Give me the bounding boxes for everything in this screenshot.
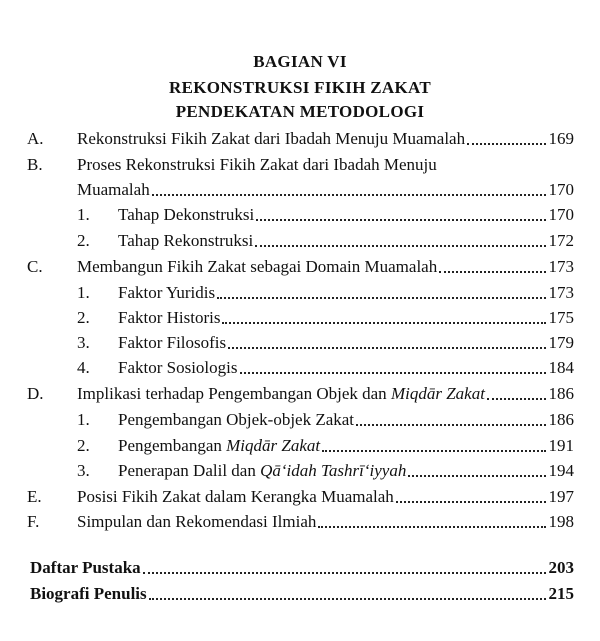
toc-entry-title: Biografi Penulis bbox=[30, 584, 147, 603]
toc-entry-title: Faktor Yuridis bbox=[118, 283, 216, 302]
toc-page-number: 170 bbox=[548, 205, 574, 224]
toc-page-number: 194 bbox=[548, 461, 574, 480]
item-number: 2. bbox=[77, 308, 90, 327]
toc-page-number: 203 bbox=[548, 558, 574, 577]
toc-entry-title: Simpulan dan Rekomendasi Ilmiah bbox=[77, 512, 317, 531]
leader-dots bbox=[439, 267, 545, 273]
toc-page-number: 197 bbox=[548, 487, 574, 506]
toc-entry-d[interactable] bbox=[77, 384, 574, 404]
toc-page-number: 198 bbox=[548, 512, 574, 531]
toc-entry-e[interactable] bbox=[77, 487, 574, 507]
title-plain: Implikasi terhadap Pengembangan Objek dan bbox=[77, 384, 391, 403]
toc-entry-daftar-pustaka[interactable] bbox=[30, 558, 574, 578]
item-number: 1. bbox=[77, 205, 90, 224]
toc-page-number: 173 bbox=[548, 257, 574, 276]
item-number: 2. bbox=[77, 436, 90, 455]
item-number: 1. bbox=[77, 283, 90, 302]
item-number: 1. bbox=[77, 410, 90, 429]
toc-subentry-c3[interactable] bbox=[118, 333, 574, 353]
leader-dots bbox=[143, 568, 546, 574]
toc-subentry-b2[interactable] bbox=[118, 231, 574, 251]
leader-dots bbox=[356, 420, 545, 426]
leader-dots bbox=[318, 522, 545, 528]
toc-entry-title: Proses Rekonstruksi Fikih Zakat dari Ibadah Menuju bbox=[77, 155, 437, 174]
item-number: 4. bbox=[77, 358, 90, 377]
section-letter-b: B. bbox=[27, 155, 43, 174]
title-italic: Miqdār Zakat bbox=[226, 436, 321, 455]
toc-subentry-c2[interactable] bbox=[118, 308, 574, 328]
part-label: BAGIAN VI bbox=[253, 52, 347, 71]
leader-dots bbox=[322, 446, 545, 452]
title-italic: Qā‘idah Tashrī‘iyyah bbox=[260, 461, 407, 480]
leader-dots bbox=[396, 497, 546, 503]
leader-dots bbox=[408, 471, 545, 477]
toc-entry-title: Rekonstruksi Fikih Zakat dari Ibadah Menuju Muamalah bbox=[77, 129, 466, 148]
toc-entry-title bbox=[118, 461, 406, 481]
leader-dots bbox=[217, 293, 545, 299]
toc-entry-b-line2[interactable] bbox=[77, 180, 574, 200]
section-letter-d: D. bbox=[27, 384, 44, 403]
toc-page-number: 179 bbox=[548, 333, 574, 352]
toc-entry-c[interactable] bbox=[77, 257, 574, 277]
leader-dots bbox=[487, 394, 546, 400]
toc-subentry-d3[interactable] bbox=[118, 461, 574, 481]
leader-dots bbox=[152, 190, 546, 196]
toc-entry-title: Posisi Fikih Zakat dalam Kerangka Muamalah bbox=[77, 487, 394, 506]
title-italic: Miqdār Zakat bbox=[390, 384, 485, 403]
leader-dots bbox=[240, 368, 546, 374]
leader-dots bbox=[255, 241, 545, 247]
leader-dots bbox=[222, 318, 545, 324]
toc-entry-title: Faktor Historis bbox=[118, 308, 221, 327]
toc-entry-title: Faktor Filosofis bbox=[118, 333, 227, 352]
title-plain: Pengembangan bbox=[118, 436, 227, 455]
toc-entry-biografi-penulis[interactable] bbox=[30, 584, 574, 604]
toc-entry-title bbox=[77, 384, 485, 404]
toc-entry-title: Faktor Sosiologis bbox=[118, 358, 238, 377]
item-number: 3. bbox=[77, 333, 90, 352]
leader-dots bbox=[256, 215, 545, 221]
item-number: 3. bbox=[77, 461, 90, 480]
toc-subentry-b1[interactable] bbox=[118, 205, 574, 225]
item-number: 2. bbox=[77, 231, 90, 250]
toc-page-number: 184 bbox=[548, 358, 574, 377]
toc-page-number: 175 bbox=[548, 308, 574, 327]
toc-entry-title: Membangun Fikih Zakat sebagai Domain Muamalah bbox=[77, 257, 438, 276]
toc-entry-f[interactable] bbox=[77, 512, 574, 532]
toc-entry-title: Tahap Rekonstruksi bbox=[118, 231, 254, 250]
toc-subentry-c1[interactable] bbox=[118, 283, 574, 303]
leader-dots bbox=[467, 139, 545, 145]
toc-page-number: 169 bbox=[548, 129, 574, 148]
toc-page-number: 172 bbox=[548, 231, 574, 250]
leader-dots bbox=[228, 343, 545, 349]
toc-page-number: 186 bbox=[548, 384, 574, 403]
toc-entry-title bbox=[118, 436, 320, 456]
toc-entry-title: Daftar Pustaka bbox=[30, 558, 141, 577]
title-plain: Penerapan Dalil dan bbox=[118, 461, 261, 480]
toc-entry-title: Tahap Dekonstruksi bbox=[118, 205, 255, 224]
toc-page-number: 215 bbox=[548, 584, 574, 603]
chapter-title-line2: PENDEKATAN METODOLOGI bbox=[175, 102, 425, 121]
toc-page-number: 186 bbox=[548, 410, 574, 429]
toc-entry-a[interactable] bbox=[77, 129, 574, 149]
section-letter-a: A. bbox=[27, 129, 44, 148]
toc-entry-title: Pengembangan Objek-objek Zakat bbox=[118, 410, 355, 429]
section-letter-f: F. bbox=[27, 512, 40, 531]
section-letter-c: C. bbox=[27, 257, 43, 276]
toc-page-number: 191 bbox=[548, 436, 574, 455]
toc-page-number: 173 bbox=[548, 283, 574, 302]
leader-dots bbox=[149, 594, 546, 600]
toc-subentry-d1[interactable] bbox=[118, 410, 574, 430]
toc-subentry-c4[interactable] bbox=[118, 358, 574, 378]
toc-entry-title: Muamalah bbox=[77, 180, 150, 199]
toc-subentry-d2[interactable] bbox=[118, 436, 574, 456]
toc-entry-b-line1[interactable] bbox=[77, 155, 574, 175]
section-letter-e: E. bbox=[27, 487, 42, 506]
chapter-title-line1: REKONSTRUKSI FIKIH ZAKAT bbox=[169, 78, 431, 97]
toc-page-number: 170 bbox=[548, 180, 574, 199]
